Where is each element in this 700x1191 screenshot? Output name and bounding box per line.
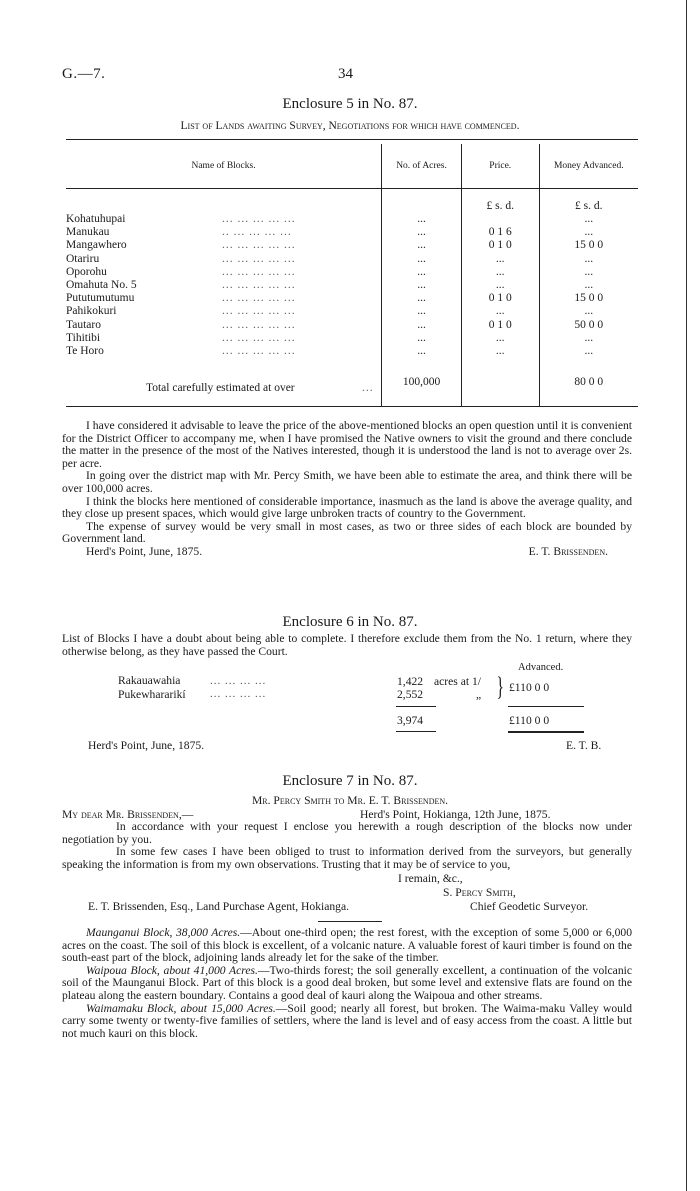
leader-dots: ... ... ... ... ...: [222, 252, 296, 265]
price-cell: ...: [461, 332, 539, 345]
brace-icon: }: [496, 672, 504, 701]
block-name-cell: [66, 345, 382, 358]
enc6-dots-2: ... ... ... ...: [210, 688, 267, 700]
money-cell: ...: [584, 344, 594, 357]
block-name-cell: [66, 332, 382, 345]
enc6-total-acres: 3,974: [397, 714, 424, 727]
paragraph: In going over the district map with Mr. Percy Smith, we have been able to estimate the area, and think there will be over 100,000 acres.: [62, 469, 632, 495]
money-cell: ...: [584, 279, 594, 292]
block-name: Mangawhero: [66, 239, 127, 252]
table-row: [66, 239, 638, 252]
block-description: [62, 965, 632, 1003]
block-name-cell: [66, 213, 382, 226]
price-cell: ...: [461, 266, 539, 279]
leader-dots: ... ... ... ... ...: [222, 318, 296, 331]
enc6-acres-1: 1,422: [397, 675, 424, 688]
block-name: Rakauawahia: [118, 674, 181, 687]
paragraph: The expense of survey would be very small in most cases, as two or three sides of each block are bounded by Government land.: [62, 519, 632, 546]
lands-table: [66, 144, 638, 406]
block-name: Pututumutumu: [66, 292, 135, 305]
table-row: [66, 279, 638, 292]
acres-cell: ...: [382, 253, 462, 266]
enc6-dots-1: ... ... ... ...: [210, 675, 267, 687]
block-name: Omahuta No. 5: [66, 279, 137, 292]
block-name: Tihitibi: [66, 331, 101, 344]
total-rule: [508, 731, 584, 733]
block-name: Te Horo: [66, 344, 104, 357]
table-bottom-rule: [66, 406, 638, 407]
table-row: [66, 253, 638, 266]
block-name-cell: [66, 319, 382, 332]
money-cell: ...: [584, 305, 594, 318]
price-cell: 0 1 6: [461, 226, 539, 239]
block-name: Otariru: [66, 252, 100, 265]
acres-cell: ...: [382, 332, 462, 345]
signer-title: Chief Geodetic Surveyor.: [470, 900, 589, 913]
col-price-header: Price.: [461, 144, 539, 189]
total-label: Total carefully estimated at over: [146, 382, 295, 395]
table-row: [66, 292, 638, 305]
total-row: [66, 371, 638, 393]
leader-dots: ... ... ... ... ...: [222, 305, 296, 318]
acres-cell: ...: [382, 279, 462, 292]
money-cell: ...: [584, 213, 594, 226]
salutation: My dear Mr. Brissenden,—: [62, 808, 194, 821]
acres-cell: ...: [382, 226, 462, 239]
price-units: £ s. d.: [461, 189, 539, 214]
acres-cell: ...: [382, 305, 462, 318]
money-cell: ...: [584, 331, 594, 344]
block-heading: Waipoua Block, about 41,000 Acres.: [86, 963, 258, 977]
table-row: [66, 332, 638, 345]
enclosure-6-title: Enclosure 6 in No. 87.: [282, 614, 418, 630]
table-row: [66, 226, 638, 239]
sum-rule: [508, 706, 584, 707]
block-name-cell: [66, 266, 382, 279]
enclosure-6-intro: [62, 633, 632, 658]
block-name-cell: [66, 279, 382, 292]
leader-dots: ... ... ... ... ...: [222, 292, 296, 305]
money-units: £ s. d.: [575, 200, 603, 212]
enclosure-7-letter: [62, 821, 632, 871]
block-description: [62, 1003, 632, 1041]
col-acres-header: No. of Acres.: [382, 144, 462, 189]
block-name: Pukewhararikí: [118, 688, 186, 701]
price-cell: 0 1 0: [461, 239, 539, 252]
block-name-cell: [66, 305, 382, 318]
money-cell: ...: [584, 252, 594, 265]
addressee: E. T. Brissenden, Esq., Land Purchase Agent, Hokianga.: [88, 900, 350, 913]
money-cell: 15 0 0: [574, 239, 604, 252]
table-top-rule: [66, 139, 638, 140]
table-row: [66, 305, 638, 318]
enc6-row-1: [118, 675, 180, 688]
place-date: Herd's Point, June, 1875.: [86, 544, 203, 558]
total-money: 80 0 0: [574, 375, 604, 388]
leader-dots: ... ... ... ... ...: [222, 344, 296, 357]
paragraph: I think the blocks here mentioned of considerable importance, inasmuch as the land is above the average quality, and they close up present spaces, which would give large unbroken tracts of country to the Government.: [62, 494, 632, 521]
spacer-row: [66, 358, 638, 371]
leader-dots: .. ... ... ... ...: [222, 226, 292, 239]
block-name: Tautaro: [66, 318, 101, 331]
enclosure-5-title: Enclosure 5 in No. 87.: [282, 96, 418, 112]
total-acres: 100,000: [382, 371, 462, 393]
enc6-row-2: [118, 688, 186, 701]
enclosure-7-title: Enclosure 7 in No. 87.: [282, 773, 418, 789]
block-heading: Maunganui Block, 38,000 Acres.: [86, 926, 241, 939]
letter-address: Herd's Point, Hokianga, 12th June, 1875.: [360, 808, 551, 821]
price-cell: ...: [461, 345, 539, 358]
total-rule: [396, 731, 436, 732]
paragraph: In accordance with your request I enclose you herewith a rough description of the blocks now under negotiation by you.: [62, 820, 632, 846]
col-name-header: Name of Blocks.: [66, 144, 382, 189]
block-text: —About one-third open; the rest forest, with the exception of some 5,000 or 6,000 acres on the coast. The soil of this block is excellent, of a volcanic nature. A valuable forest of kauri timber is found on the south-east part of the block, adjoining lands already let for the sake of the timber.: [62, 926, 632, 965]
enc6-acres-2: 2,552: [397, 688, 424, 701]
page-number: 34: [338, 66, 353, 82]
enclosure-5-subtitle: List of Lands awaiting Survey, Negotiations for which have commenced.: [180, 120, 520, 132]
money-cell: 15 0 0: [574, 292, 604, 305]
price-cell: [461, 213, 539, 226]
acres-cell: ...: [382, 345, 462, 358]
leader-dots: ... ... ... ... ...: [222, 239, 296, 252]
enc6-total-amount: £110 0 0: [509, 714, 550, 727]
total-label-cell: [66, 371, 382, 393]
leader-dots: ...: [362, 382, 374, 395]
col-money-header: Money Advanced.: [539, 144, 638, 189]
enc6-signature: E. T. B.: [566, 739, 602, 752]
total-price: [461, 371, 539, 393]
acres-cell: ...: [382, 266, 462, 279]
enc6-unit-2: „: [476, 688, 482, 701]
leader-dots: ... ... ... ... ...: [222, 265, 296, 278]
signer: S. Percy Smith,: [443, 886, 516, 899]
price-cell: ...: [461, 279, 539, 292]
leader-dots: ... ... ... ... ...: [222, 279, 296, 292]
block-text: —Soil good; nearly all forest, but broken. The Waima-maku Valley would carry some twenty or twenty-five families of settlers, where the land is level and of easy access from the coast. A little but not much kauri on this block.: [62, 1001, 632, 1040]
money-cell: 50 0 0: [574, 318, 604, 331]
signature: E. T. Brissenden.: [528, 544, 608, 558]
price-cell: 0 1 0: [461, 292, 539, 305]
table-row: [66, 266, 638, 279]
block-name: Oporohu: [66, 265, 107, 278]
paragraph: In some few cases I have been obliged to trust to information derived from the surveyors, but generally speaking the information is from my own observations. Trusting that it may be of service to you,: [62, 845, 632, 871]
block-name-cell: [66, 253, 382, 266]
money-cell: ...: [584, 265, 594, 278]
leader-dots: ... ... ... ... ...: [222, 331, 296, 344]
block-heading: Waimamaku Block, about 15,000 Acres.: [86, 1001, 276, 1015]
table-row: [66, 213, 638, 226]
block-name-cell: [66, 292, 382, 305]
enclosure-5-body: [62, 420, 632, 560]
from-to-line: Mr. Percy Smith to Mr. E. T. Brissenden.: [251, 794, 449, 807]
block-descriptions: [62, 927, 632, 1040]
block-description: [62, 927, 632, 965]
page-reference: G.—7.: [62, 66, 106, 82]
block-name-cell: [66, 226, 382, 239]
acres-cell: ...: [382, 213, 462, 226]
block-name: Manukau: [66, 226, 110, 239]
acres-cell: ...: [382, 319, 462, 332]
acres-cell: ...: [382, 239, 462, 252]
enc6-amount: £110 0 0: [509, 681, 550, 694]
closing: I remain, &c.,: [398, 872, 463, 885]
price-cell: ...: [461, 305, 539, 318]
acres-cell: ...: [382, 292, 462, 305]
section-divider: [318, 921, 382, 922]
enc6-unit-1: acres at 1/: [434, 675, 481, 688]
block-name-cell: [66, 239, 382, 252]
intro-text: List of Blocks I have a doubt about being able to complete. I therefore exclude them from the No. 1 return, where they otherwise belong, as they have passed the Court.: [62, 632, 632, 658]
money-cell: ...: [584, 226, 594, 239]
leader-dots: ... ... ... ... ...: [222, 213, 296, 226]
price-cell: ...: [461, 253, 539, 266]
enc6-place-date: Herd's Point, June, 1875.: [88, 739, 205, 752]
block-text: —Two-thirds forest; the soil generally excellent, a continuation of the volcanic soil of the Maunganui Block. Part of this block is a good deal broken, but some level and extensive flats are found on the plateau along the eastern boundary. Contains a good deal of kauri along the Waipoua and other streams.: [62, 963, 632, 1002]
price-cell: 0 1 0: [461, 319, 539, 332]
table-row: [66, 319, 638, 332]
block-name: Pahikokuri: [66, 305, 117, 318]
page-edge: [686, 0, 687, 1191]
advanced-label: Advanced.: [518, 662, 564, 673]
table-row: [66, 345, 638, 358]
block-name: Kohatuhupai: [66, 213, 126, 226]
paragraph: I have considered it advisable to leave the price of the above-mentioned blocks an open question until it is convenient for the District Officer to accompany me, when I have promised the Native owners to visit the ground and there conclude the matter in the presence of the most of the Natives interested, though it is understood the land is not to average over 2s. per acre.: [62, 419, 632, 470]
sum-rule: [396, 706, 436, 707]
